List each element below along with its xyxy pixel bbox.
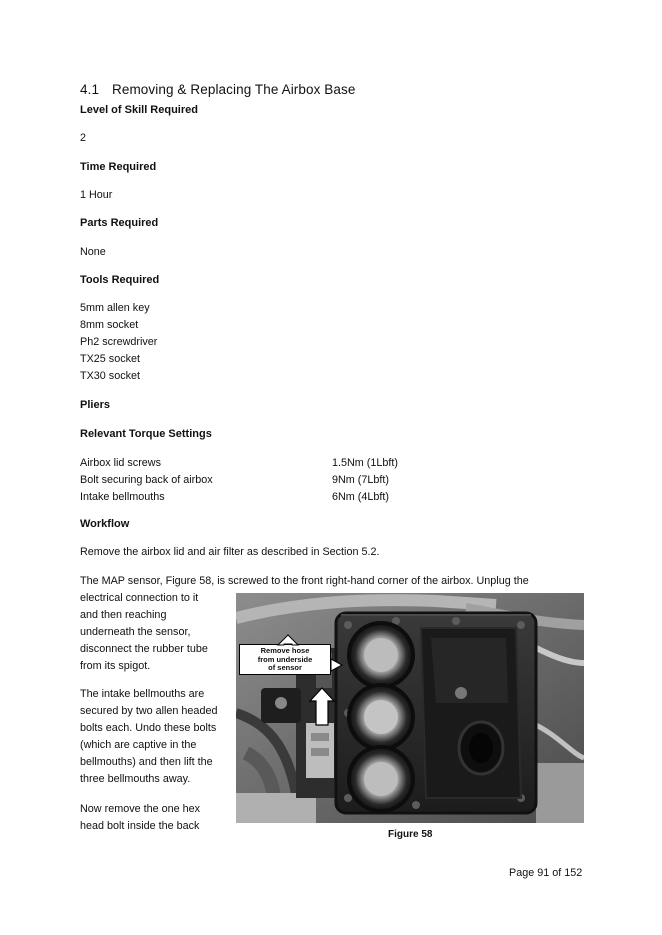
parts-value: None (80, 246, 106, 258)
torque-value: 6Nm (4Lbft) (332, 491, 389, 503)
skill-heading: Level of Skill Required (80, 104, 198, 116)
text-line: electrical connection to it (80, 592, 199, 604)
tool-item: Ph2 screwdriver (80, 336, 158, 348)
text-line: bellmouths) and then lift the (80, 756, 213, 768)
tool-item: 5mm allen key (80, 302, 150, 314)
torque-value: 1.5Nm (1Lbft) (332, 457, 399, 469)
workflow-paragraph-4 (80, 801, 200, 835)
pliers-heading: Pliers (80, 399, 110, 411)
figure-caption: Figure 58 (388, 829, 433, 840)
section-number: 4.1 (80, 82, 100, 97)
text-line: head bolt inside the back (80, 820, 200, 832)
figure-58-photo (236, 593, 584, 823)
callout-line: of sensor (268, 663, 302, 672)
text-line: from its spigot. (80, 660, 151, 672)
parts-heading: Parts Required (80, 217, 159, 229)
workflow-paragraph-1: Remove the airbox lid and air filter as described in Section 5.2. (80, 546, 380, 558)
arrow-up-icon (310, 688, 334, 725)
text-line: Now remove the one hex (80, 803, 201, 815)
arrow-right-icon (331, 659, 342, 671)
text-line: underneath the sensor, (80, 626, 191, 638)
section-heading (80, 82, 355, 97)
section-title: Removing & Replacing The Airbox Base (112, 82, 356, 97)
time-heading: Time Required (80, 161, 157, 173)
torque-item: Bolt securing back of airbox (80, 474, 213, 486)
torque-item: Airbox lid screws (80, 457, 161, 469)
tool-item: TX25 socket (80, 353, 141, 365)
page-number: Page 91 of 152 (509, 867, 583, 879)
workflow-paragraph-2-first-line: The MAP sensor, Figure 58, is screwed to the front right-hand corner of the airbox. Unplug the (80, 575, 529, 587)
callout-line: Remove hose (260, 646, 310, 655)
workflow-heading: Workflow (80, 518, 130, 530)
text-line: secured by two allen headed (80, 705, 218, 717)
workflow-paragraph-2 (80, 590, 208, 675)
text-line: disconnect the rubber tube (80, 643, 208, 655)
torque-items (80, 455, 213, 506)
workflow-paragraph-3 (80, 686, 217, 788)
torque-value: 9Nm (7Lbft) (332, 474, 389, 486)
callout-arrows (236, 593, 584, 823)
torque-values (332, 455, 398, 506)
tools-list (80, 300, 157, 385)
time-value: 1 Hour (80, 189, 113, 201)
arrow-up-small-icon (278, 635, 298, 645)
tools-heading: Tools Required (80, 274, 160, 286)
tool-item: 8mm socket (80, 319, 139, 331)
callout-line: from underside (257, 654, 313, 664)
text-line: bolts each. Undo these bolts (80, 722, 217, 734)
text-line: and then reaching (80, 609, 167, 621)
text-line: (which are captive in the (80, 739, 197, 751)
skill-value: 2 (80, 132, 87, 144)
tool-item: TX30 socket (80, 370, 141, 382)
torque-heading: Relevant Torque Settings (80, 428, 212, 440)
text-line: three bellmouths away. (80, 773, 191, 785)
torque-item: Intake bellmouths (80, 491, 165, 503)
text-line: The intake bellmouths are (80, 688, 205, 700)
